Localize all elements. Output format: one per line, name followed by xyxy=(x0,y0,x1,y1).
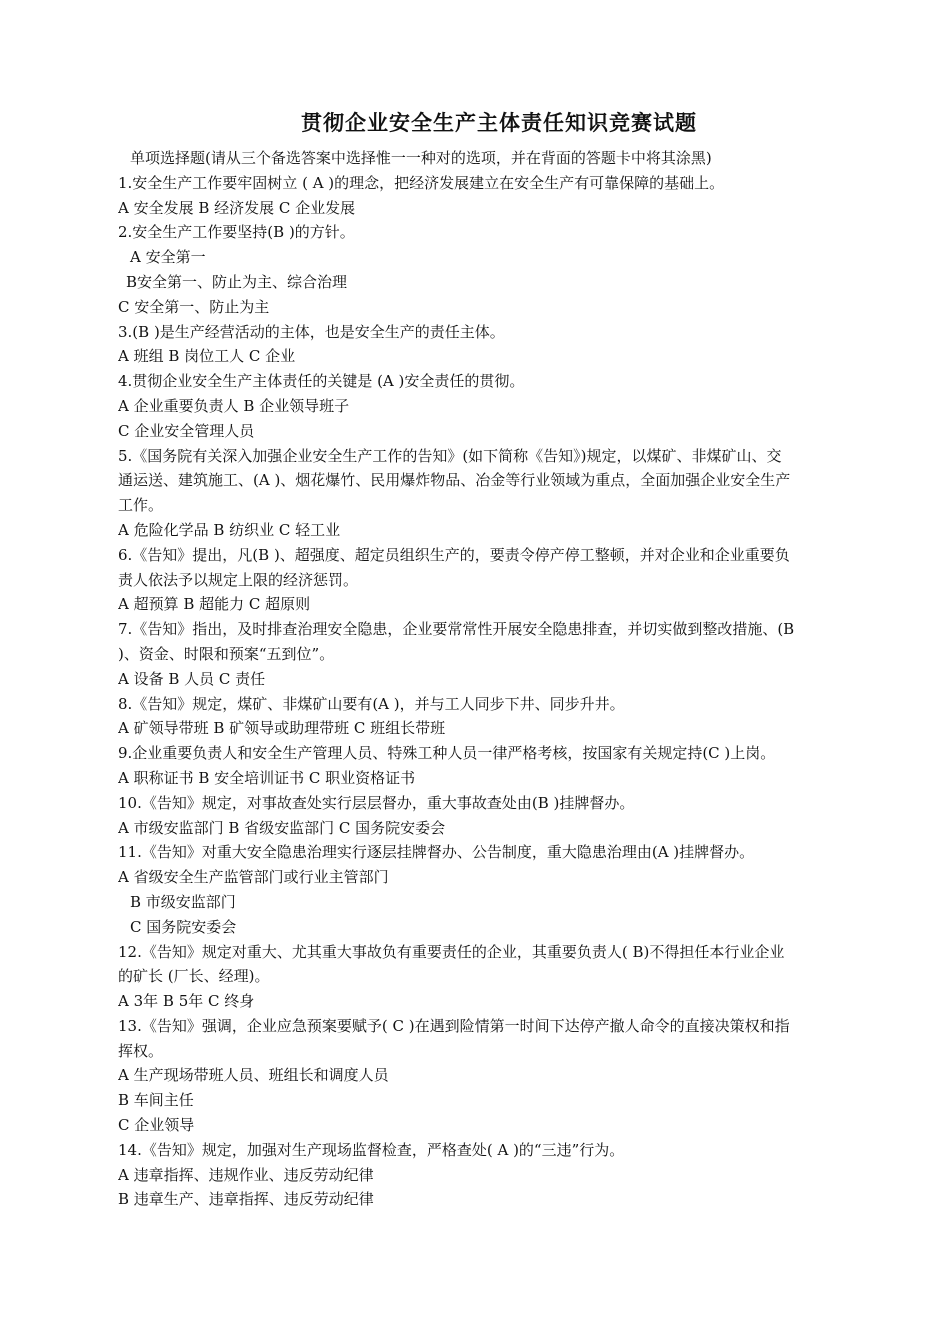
text-line: 13.《告知》强调，企业应急预案要赋予( C )在遇到险情第一时间下达停产撤人命令的直接决策权和指 xyxy=(118,1016,790,1035)
text-line: A 超预算 B 超能力 C 超原则 xyxy=(118,595,311,614)
text-line: 责人依法予以规定上限的经济惩罚。 xyxy=(118,570,359,589)
text-line: A 违章指挥、违规作业、违反劳动纪律 xyxy=(118,1165,374,1184)
text-line: B 车间主任 xyxy=(118,1091,194,1110)
text-line: 的矿长 (厂长、经理)。 xyxy=(118,967,270,986)
text-line: )、资金、时限和预案“五到位”。 xyxy=(118,644,335,663)
document-title: 贯彻企业安全生产主体责任知识竞赛试题 xyxy=(301,110,697,135)
document-page xyxy=(118,108,880,1212)
text-line: B 违章生产、违章指挥、违反劳动纪律 xyxy=(118,1190,374,1209)
text-line: A 矿领导带班 B 矿领导或助理带班 C 班组长带班 xyxy=(118,719,446,738)
text-line: 14.《告知》规定，加强对生产现场监督检查，严格查处( A )的“三违”行为。 xyxy=(118,1140,625,1159)
text-line: 5.《国务院有关深入加强企业安全生产工作的告知》(如下简称《告知》)规定，以煤矿、非煤矿山、交 xyxy=(118,446,782,465)
text-line: 10.《告知》规定，对事故查处实行层层督办，重大事故查处由(B )挂牌督办。 xyxy=(118,793,635,812)
text-line: A 设备 B 人员 C 责任 xyxy=(118,669,266,688)
text-line: 3.(B )是生产经营活动的主体，也是安全生产的责任主体。 xyxy=(118,322,505,341)
text-line: 挥权。 xyxy=(118,1041,164,1060)
text-line: A 安全发展 B 经济发展 C 企业发展 xyxy=(118,198,356,217)
text-line: 11.《告知》对重大安全隐患治理实行逐层挂牌督办、公告制度，重大隐患治理由(A )挂牌督办。 xyxy=(118,843,755,862)
text-line: 工作。 xyxy=(118,496,164,515)
text-line: 6.《告知》提出，凡(B )、超强度、超定员组织生产的，要责令停产停工整顿，并对企业和企业重要负 xyxy=(118,545,790,564)
text-line: 7.《告知》指出，及时排查治理安全隐患，企业要常常性开展安全隐患排查，并切实做到整改措施、(B xyxy=(118,620,795,639)
text-line: A 危险化学品 B 纺织业 C 轻工业 xyxy=(118,520,341,539)
text-line: A 职称证书 B 安全培训证书 C 职业资格证书 xyxy=(118,768,416,787)
text-line: C 企业领导 xyxy=(118,1116,195,1135)
text-line: C 企业安全管理人员 xyxy=(118,421,255,440)
text-line: A 企业重要负责人 B 企业领导班子 xyxy=(118,396,350,415)
text-line: B 市级安监部门 xyxy=(130,892,236,911)
text-line: A 安全第一 xyxy=(130,248,206,267)
question-list xyxy=(118,146,880,1212)
text-line: A 3年 B 5年 C 终身 xyxy=(118,992,255,1011)
text-line: 12.《告知》规定对重大、尤其重大事故负有重要责任的企业，其重要负责人( B)不得担任本行业企业 xyxy=(118,942,785,961)
text-line: 单项选择题(请从三个备选答案中选择惟一一种对的选项，并在背面的答题卡中将其涂黑) xyxy=(130,149,712,167)
text-line: A 班组 B 岗位工人 C 企业 xyxy=(118,347,296,366)
text-line: C 国务院安委会 xyxy=(130,917,237,936)
text-line: 1.安全生产工作要牢固树立 ( A )的理念，把经济发展建立在安全生产有可靠保障的基础上。 xyxy=(118,173,725,192)
text-line: C 安全第一、防止为主 xyxy=(118,297,270,316)
text-line: 4.贯彻企业安全生产主体责任的关键是 (A )安全责任的贯彻。 xyxy=(118,372,525,391)
text-line: 通运送、建筑施工、(A )、烟花爆竹、民用爆炸物品、冶金等行业领域为重点，全面加强企业安全生产 xyxy=(118,471,791,490)
text-line: A 省级安全生产监管部门或行业主管部门 xyxy=(118,868,389,887)
text-line: B安全第一、防止为主、综合治理 xyxy=(126,272,348,291)
text-line: A 市级安监部门 B 省级安监部门 C 国务院安委会 xyxy=(118,818,446,837)
text-line: 9.企业重要负责人和安全生产管理人员、特殊工种人员一律严格考核，按国家有关规定持(C )上岗。 xyxy=(118,744,776,763)
text-line: 8.《告知》规定，煤矿、非煤矿山要有(A )，并与工人同步下井、同步升井。 xyxy=(118,694,625,713)
text-line: A 生产现场带班人员、班组长和调度人员 xyxy=(118,1066,389,1085)
text-line: 2.安全生产工作要坚持(B )的方针。 xyxy=(118,223,355,242)
